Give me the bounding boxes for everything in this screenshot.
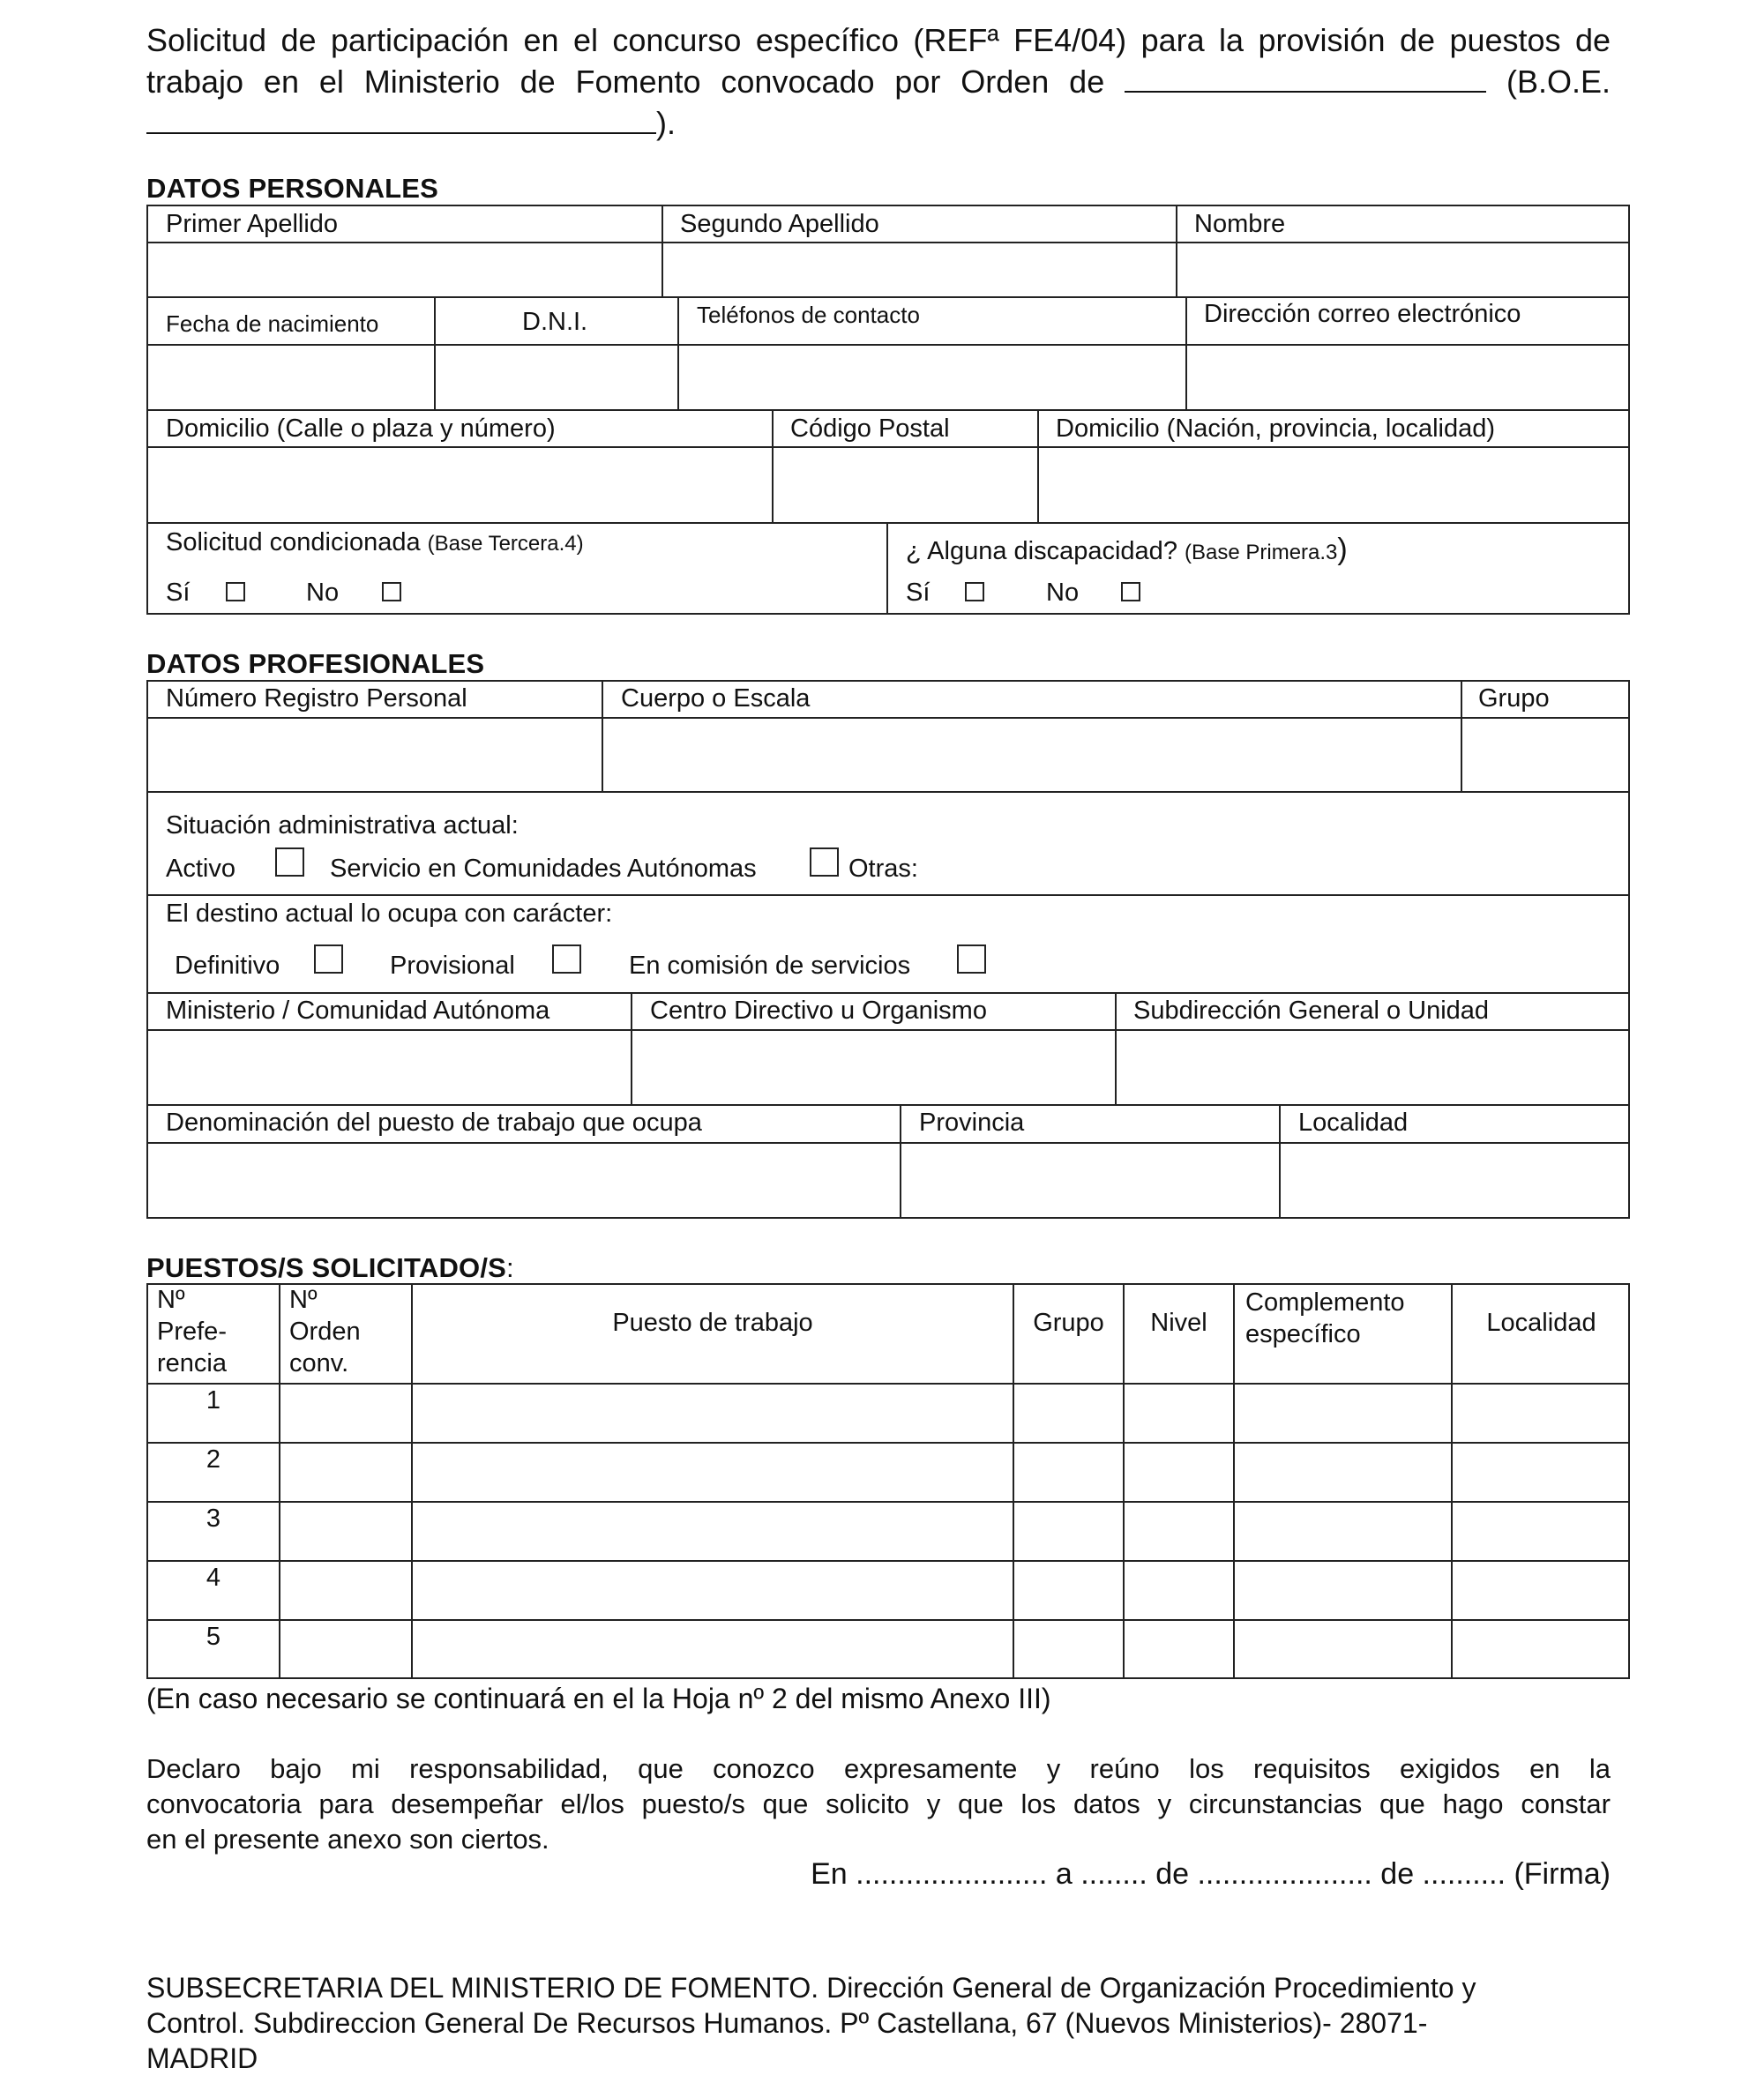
centro-field[interactable] <box>632 1032 1113 1102</box>
dni-field[interactable] <box>436 347 676 407</box>
ministerio-label: Ministerio / Comunidad Autónoma <box>166 997 550 1025</box>
divider <box>146 409 1630 411</box>
nombre-label: Nombre <box>1194 210 1286 238</box>
discapacidad-si-label: Sí <box>906 579 931 607</box>
intro-line-2-text: trabajo en el Ministerio de Fomento convocado por Orden de <box>146 63 1105 100</box>
divider <box>146 1619 1630 1621</box>
comision-checkbox[interactable] <box>957 944 986 974</box>
condicionada-si-label: Sí <box>166 579 191 607</box>
col-complemento-line: Complemento <box>1245 1288 1405 1317</box>
row-number: 2 <box>206 1445 221 1474</box>
col-orden-line: Nº <box>289 1286 318 1314</box>
segundo-apellido-label: Segundo Apellido <box>680 210 879 238</box>
divider <box>146 1104 1630 1106</box>
divider <box>146 522 1630 524</box>
declaration-line-2: convocatoria para desempeñar el/los puesto/s que solicito y que los datos y circunstancias que hago constar <box>146 1788 1611 1819</box>
discapacidad-ref: (Base Primera.3 <box>1185 541 1338 564</box>
condicionada-ref: (Base Tercera.4) <box>427 532 584 556</box>
discapacidad-no-checkbox[interactable] <box>1121 582 1140 601</box>
condicionada-si-checkbox[interactable] <box>226 582 245 601</box>
col-grupo-header: Grupo <box>1033 1309 1104 1337</box>
telefonos-label: Teléfonos de contacto <box>697 302 920 328</box>
orden-date-blank[interactable] <box>1125 64 1486 93</box>
centro-label: Centro Directivo u Organismo <box>650 997 987 1025</box>
grupo-field[interactable] <box>1462 720 1628 789</box>
divider <box>146 1442 1630 1444</box>
col-puesto-header: Puesto de trabajo <box>612 1309 813 1337</box>
boe-label: (B.O.E. <box>1506 63 1611 100</box>
fecha-nacimiento-field[interactable] <box>148 347 432 407</box>
col-nivel-header: Nivel <box>1150 1309 1207 1337</box>
activo-checkbox[interactable] <box>275 847 304 877</box>
puestos-heading <box>146 1252 514 1284</box>
discapacidad-paren: ) <box>1337 533 1348 566</box>
intro-line-1: Solicitud de participación en el concurso específico (REFª FE4/04) para la provisión de puestos de <box>146 22 1611 58</box>
divider <box>146 1383 1630 1385</box>
denominacion-field[interactable] <box>148 1145 898 1217</box>
boe-blank[interactable] <box>146 106 656 134</box>
provisional-label: Provisional <box>390 952 515 980</box>
nrp-field[interactable] <box>148 720 600 789</box>
nrp-label: Número Registro Personal <box>166 684 467 713</box>
intro-line-3 <box>146 102 1611 144</box>
discapacidad-si-checkbox[interactable] <box>965 582 984 601</box>
codigo-postal-label: Código Postal <box>790 414 950 443</box>
primer-apellido-label: Primer Apellido <box>166 210 339 238</box>
nombre-field[interactable] <box>1177 244 1628 295</box>
personal-data-heading: DATOS PERSONALES <box>146 173 439 204</box>
divider <box>146 1029 1630 1031</box>
condicionada-label <box>166 527 584 559</box>
servicio-ccaa-checkbox[interactable] <box>810 847 839 877</box>
codigo-postal-field[interactable] <box>774 449 1035 520</box>
col-complemento-line: específico <box>1245 1320 1361 1348</box>
footer-line-2: Control. Subdireccion General De Recursos Humanos. Pº Castellana, 67 (Nuevos Ministerios)- 28071- <box>146 2007 1428 2039</box>
otras-label: Otras: <box>848 855 918 883</box>
telefonos-field[interactable] <box>679 347 1184 407</box>
divider <box>146 1142 1630 1144</box>
intro-paragraph <box>146 19 1611 144</box>
domicilio-nacion-field[interactable] <box>1039 449 1628 520</box>
col-orden-header <box>289 1284 361 1379</box>
continuation-note: (En caso necesario se continuará en el la Hoja nº 2 del mismo Anexo III) <box>146 1683 1051 1714</box>
divider <box>146 717 1630 719</box>
correo-field[interactable] <box>1187 347 1628 407</box>
condicionada-no-checkbox[interactable] <box>382 582 401 601</box>
col-preferencia-line: Nº <box>157 1286 185 1314</box>
condicionada-text: Solicitud condicionada <box>166 528 421 556</box>
col-orden-line: Orden <box>289 1318 361 1346</box>
domicilio-nacion-label: Domicilio (Nación, provincia, localidad) <box>1056 414 1496 443</box>
divider <box>146 296 1630 298</box>
definitivo-checkbox[interactable] <box>314 944 343 974</box>
declaration <box>146 1751 1611 1857</box>
situacion-label: Situación administrativa actual: <box>166 811 519 840</box>
divider <box>146 446 1630 448</box>
condicionada-no-label: No <box>306 579 340 607</box>
divider <box>146 791 1630 793</box>
comision-label: En comisión de servicios <box>629 952 911 980</box>
cuerpo-label: Cuerpo o Escala <box>621 684 811 713</box>
divider <box>146 992 1630 994</box>
signature-line[interactable]: En ....................... a ........ de ..................... de .......... (Firma) <box>811 1857 1611 1891</box>
subdireccion-field[interactable] <box>1117 1032 1628 1102</box>
destino-label: El destino actual lo ocupa con carácter: <box>166 900 613 928</box>
provincia-field[interactable] <box>901 1145 1277 1217</box>
fecha-nacimiento-label: Fecha de nacimiento <box>166 310 379 337</box>
provisional-checkbox[interactable] <box>552 944 581 974</box>
ministerio-field[interactable] <box>148 1032 629 1102</box>
col-orden-line: conv. <box>289 1349 349 1377</box>
correo-label: Dirección correo electrónico <box>1204 300 1521 328</box>
primer-apellido-field[interactable] <box>148 244 660 295</box>
row-number: 3 <box>206 1504 221 1533</box>
segundo-apellido-field[interactable] <box>663 244 1174 295</box>
provincia-label: Provincia <box>919 1109 1025 1137</box>
cuerpo-field[interactable] <box>603 720 1459 789</box>
discapacidad-label <box>906 534 1348 568</box>
domicilio-calle-field[interactable] <box>148 449 770 520</box>
grupo-label: Grupo <box>1478 684 1550 713</box>
col-preferencia-line: rencia <box>157 1349 227 1377</box>
footer-address <box>146 1970 1611 2076</box>
intro-line-2 <box>146 61 1611 102</box>
divider <box>886 522 888 615</box>
localidad-field[interactable] <box>1281 1145 1628 1217</box>
discapacidad-no-label: No <box>1046 579 1080 607</box>
row-number: 4 <box>206 1564 221 1592</box>
col-preferencia-line: Prefe- <box>157 1318 227 1346</box>
divider <box>146 894 1630 896</box>
subdireccion-label: Subdirección General o Unidad <box>1133 997 1490 1025</box>
divider <box>146 242 1630 243</box>
puestos-heading-text: PUESTOS/S SOLICITADO/S <box>146 1252 507 1283</box>
intro-line-3-end: ). <box>656 105 676 141</box>
declaration-line-1: Declaro bajo mi responsabilidad, que conozco expresamente y reúno los requisitos exigidos en la <box>146 1753 1611 1784</box>
divider <box>146 1501 1630 1503</box>
domicilio-calle-label: Domicilio (Calle o plaza y número) <box>166 414 556 443</box>
activo-label: Activo <box>166 855 235 883</box>
denominacion-label: Denominación del puesto de trabajo que ocupa <box>166 1109 702 1137</box>
footer-line-3: MADRID <box>146 2042 258 2074</box>
declaration-line-3: en el presente anexo son ciertos. <box>146 1824 549 1855</box>
puestos-heading-colon: : <box>506 1252 514 1283</box>
col-localidad-header: Localidad <box>1486 1309 1596 1337</box>
col-preferencia-header <box>157 1284 227 1379</box>
definitivo-label: Definitivo <box>175 952 280 980</box>
professional-data-heading: DATOS PROFESIONALES <box>146 648 485 679</box>
row-number: 5 <box>206 1623 221 1651</box>
col-complemento-header <box>1245 1287 1405 1350</box>
dni-label: D.N.I. <box>522 308 588 336</box>
footer-line-1: SUBSECRETARIA DEL MINISTERIO DE FOMENTO. Dirección General de Organización Procedimiento y <box>146 1972 1476 2004</box>
localidad-label: Localidad <box>1298 1109 1409 1137</box>
row-number: 1 <box>206 1386 221 1415</box>
servicio-ccaa-label: Servicio en Comunidades Autónomas <box>330 855 757 883</box>
divider <box>146 344 1630 346</box>
discapacidad-text: ¿ Alguna discapacidad? <box>906 537 1177 565</box>
divider <box>146 1560 1630 1562</box>
